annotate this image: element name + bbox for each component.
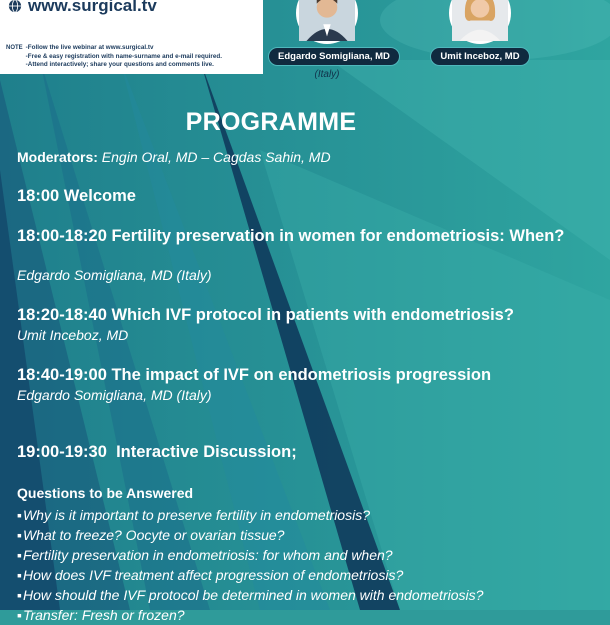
- session-speaker: Umit Inceboz, MD: [17, 327, 129, 343]
- list-item: ▪ What to freeze? Oocyte or ovarian tissue?: [17, 525, 483, 545]
- note-line: -Free & easy registration with name-surname and e-mail required.: [25, 52, 222, 60]
- list-item: ▪ Fertility preservation in endometriosis: for whom and when?: [17, 545, 483, 565]
- list-item: ▪ Why is it important to preserve fertility in endometriosis?: [17, 505, 483, 525]
- speaker-card-1: [268, 0, 390, 80]
- questions-title: Questions to be Answered: [17, 485, 194, 501]
- session-title: 18:00-18:20 Fertility preservation in women for endometriosis: When?: [17, 227, 565, 245]
- website-row: [8, 0, 157, 16]
- session-speaker: Edgardo Somigliana, MD (Italy): [17, 267, 212, 283]
- speaker-name: Edgardo Somigliana, MD: [268, 47, 400, 66]
- person-avatar-icon: [299, 0, 355, 41]
- speaker-name: Umit Inceboz, MD: [430, 47, 529, 66]
- speaker-card-2: [424, 0, 536, 66]
- note-line: -Attend interactively; share your questions and comments live.: [25, 61, 214, 68]
- globe-icon: [8, 0, 22, 13]
- list-item: ▪ Transfer: Fresh or frozen?: [17, 605, 483, 625]
- session-title: 18:00 Welcome: [17, 187, 136, 205]
- note-block: [6, 44, 222, 70]
- moderators-label: Moderators:: [17, 149, 98, 165]
- session-title: 19:00-19:30 Interactive Discussion;: [17, 443, 297, 461]
- speaker-photo: [296, 0, 358, 44]
- info-card: [0, 0, 263, 74]
- session-speaker: Edgardo Somigliana, MD (Italy): [17, 387, 212, 403]
- website-url[interactable]: www.surgical.tv: [28, 0, 157, 15]
- programme-heading: PROGRAMME: [185, 108, 357, 136]
- questions-list: [17, 505, 483, 625]
- session-title: 18:40-19:00 The impact of IVF on endometriosis progression: [17, 366, 492, 384]
- speaker-photo: [449, 0, 511, 44]
- note-label: NOTE: [6, 45, 23, 51]
- session-title: 18:20-18:40 Which IVF protocol in patients with endometriosis?: [17, 306, 514, 324]
- note-line: -Follow the live webinar at www.surgical.tv: [25, 44, 154, 51]
- moderators-line: [17, 149, 331, 165]
- list-item: ▪ How does IVF treatment affect progression of endometriosis?: [17, 565, 483, 585]
- list-item: ▪ How should the IVF protocol be determined in women with endometriosis?: [17, 585, 483, 605]
- speaker-country: (Italy): [314, 69, 340, 80]
- moderators-names: Engin Oral, MD – Cagdas Sahin, MD: [101, 149, 331, 165]
- person-avatar-icon: [452, 0, 508, 41]
